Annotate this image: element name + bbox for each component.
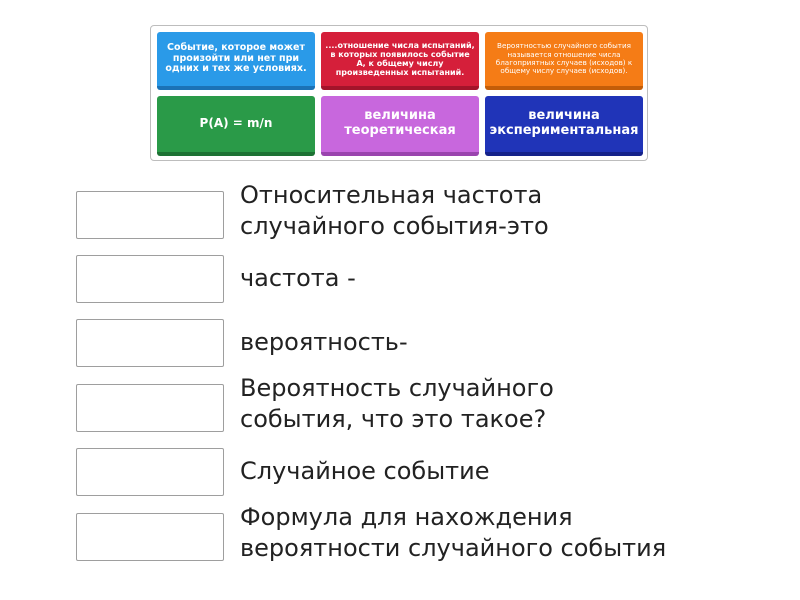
prompt-label: Вероятность случайного события, что это такое?: [240, 374, 554, 433]
prompt-label: Случайное событие: [240, 457, 490, 485]
prompt-label: вероятность-: [240, 328, 408, 356]
drop-target-6[interactable]: [76, 513, 224, 561]
answer-tile-relative-frequency-definition[interactable]: ....отношение числа испытаний, в которых появилось событие А, к общему числу произведенных испытаний.: [321, 32, 479, 90]
drop-target-5[interactable]: [76, 448, 224, 496]
answer-tile-tray: [150, 25, 648, 161]
answer-tile-probability-definition[interactable]: Вероятностью случайного события называется отношение числа благоприятных случаев (исходов) к общему числу случаев (исходов).: [485, 32, 643, 90]
prompt-label: Формула для нахождения вероятности случайного события: [240, 503, 667, 562]
answer-tile-probability-formula[interactable]: P(A) = m/n: [157, 96, 315, 156]
prompt-label: Относительная частота случайного события-это: [240, 181, 549, 240]
answer-tile-experimental-value[interactable]: величина экспериментальная: [485, 96, 643, 156]
prompt-label: частота -: [240, 264, 356, 292]
answer-tile-theoretical-value[interactable]: величина теоретическая: [321, 96, 479, 156]
drop-target-1[interactable]: [76, 191, 224, 239]
drop-target-2[interactable]: [76, 255, 224, 303]
drop-target-3[interactable]: [76, 319, 224, 367]
drop-target-4[interactable]: [76, 384, 224, 432]
answer-tile-random-event-definition[interactable]: Событие, которое может произойти или нет при одних и тех же условиях.: [157, 32, 315, 90]
